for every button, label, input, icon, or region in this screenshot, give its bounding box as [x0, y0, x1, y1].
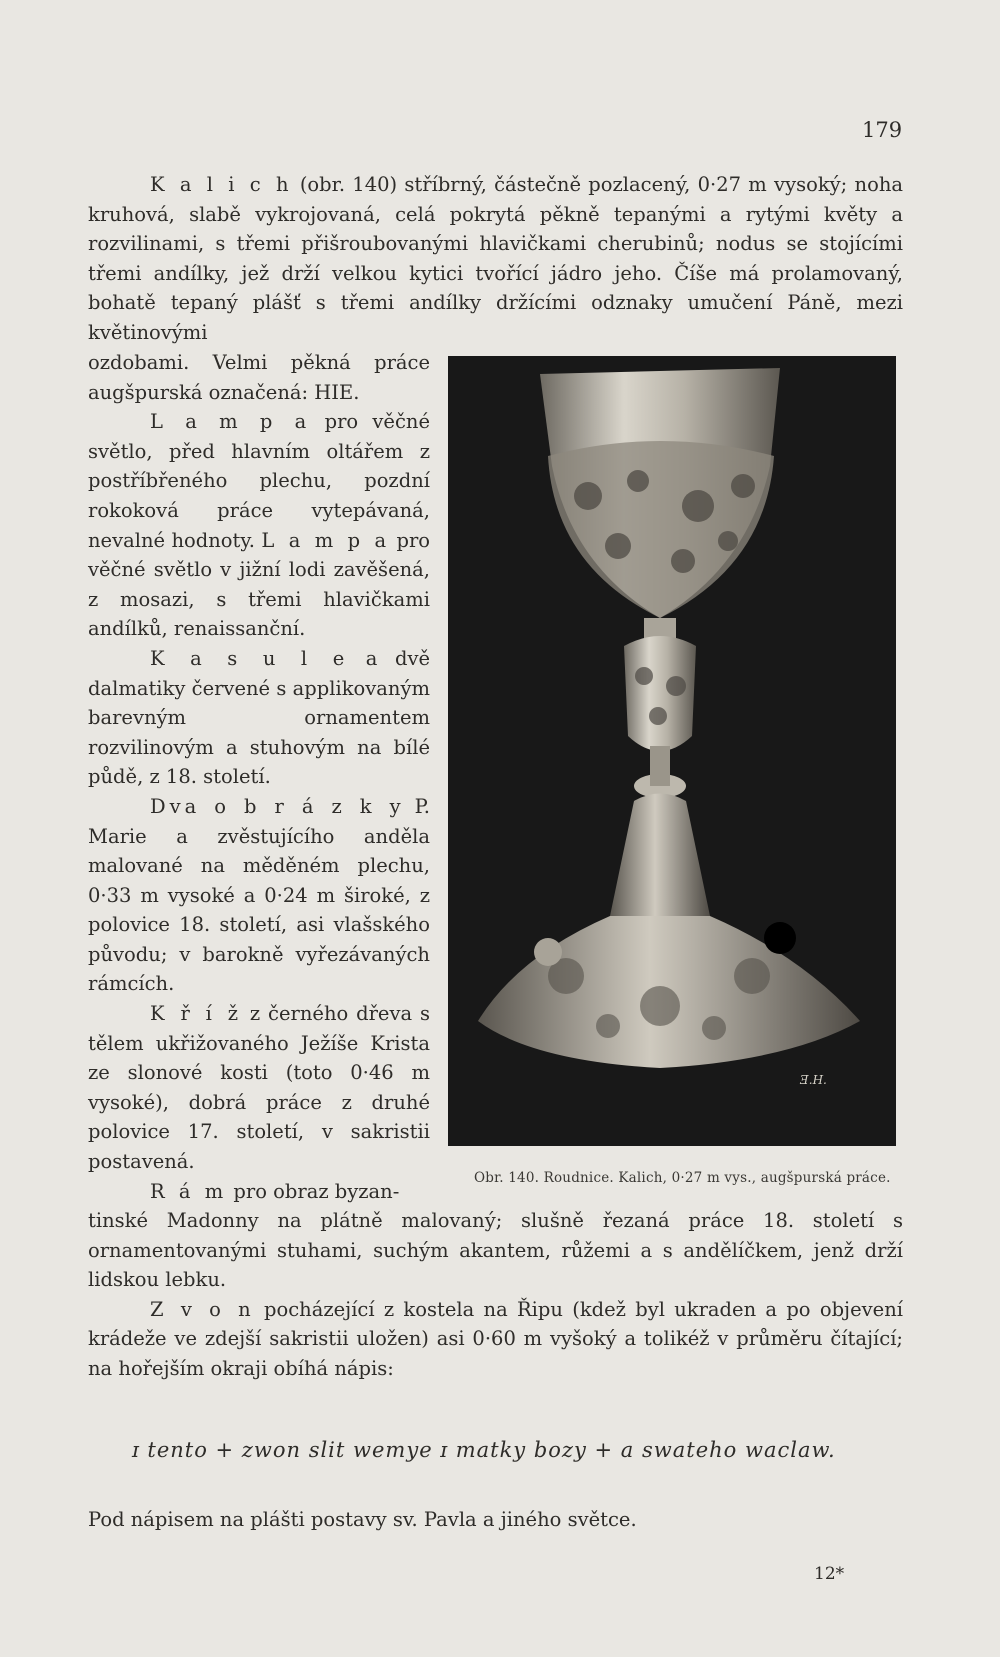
page-number: 179 — [862, 118, 903, 142]
lampa-2-description: pro věčné světlo v jižní lodi zavěšená, z mosazi, s třemi hlavičkami andílků, renaissanční. — [88, 528, 431, 641]
term-ram: R á m — [150, 1179, 228, 1203]
term-zvon: Z v o n — [150, 1297, 255, 1321]
kalich-description-tail: ozdobami. Velmi pěkná práce augšpurská označená: HIE. — [88, 351, 430, 404]
inscription-note: Pod nápisem na plášti postavy sv. Pavla a jiného světce. — [88, 1508, 637, 1531]
kasule-description: a dvě dalmatiky červené s applikovaným barevným ornamentem rozvilinovým a stuhovým na bílé půdě, z 18. století. — [88, 646, 430, 789]
zvon-description: pocházející z kostela na Řipu (kdež byl ukraden a po objevení krádeže ve zdejší sakristii uložen) asi 0·60 m vyšoký a tolikéž v průměru čítající; na hořejším okraji obíhá nápis: — [88, 1297, 903, 1380]
term-obrazky: Dva o b r á z k y — [150, 794, 405, 818]
lampa-description: pro věčné světlo, před hlavním oltářem z postříbřeného plechu, pozdní rokoková práce vytepávaná, nevalné hodnoty. — [88, 410, 430, 552]
top-paragraph — [88, 170, 903, 348]
figure-caption: Obr. 140. Roudnice. Kalich, 0·27 m vys., augšpurská práce. — [474, 1170, 891, 1186]
text-column — [88, 348, 430, 1206]
term-kalich: K a l i c h — [150, 173, 293, 196]
bottom-paragraphs — [88, 1176, 903, 1384]
term-kriz: K ř í ž — [150, 1002, 243, 1026]
kriz-description: z černého dřeva s tělem ukřižovaného Ježíše Krista ze slonové kosti (toto 0·46 m vysoké), dobrá práce z druhé polovice 17. století, v sakristii postavená. — [88, 1002, 430, 1174]
term-kasule: K a s u l e — [150, 646, 349, 670]
ram-description-tail: tinské Madonny na plátně malovaný; slušně řezaná práce 18. století s ornamentovanými stuhami, suchým akantem, růžemi a s andělíčkem, jenž drží lidskou lebku. — [88, 1209, 903, 1292]
kalich-description: (obr. 140) stříbrný, částečně pozlacený, 0·27 m vysoký; noha kruhová, slabě vykrojovaná, celá pokrytá pěkně tepanými a rytými květy a rozvilinami, s třemi přišroubovanými hlavičkami cherubinů; nodus se stojícími třemi andílky, jež drží velkou kytici tvořící jádro jeho. Číše má prolamovaný, bohatě tepaný plášť s třemi andílky držícími odznaky umučení Páně, mezi květinovými — [88, 173, 903, 344]
chalice-photo — [448, 356, 896, 1146]
photo-signature: Ǝ.H. — [800, 1073, 827, 1087]
term-lampa-2: L a m p a — [261, 528, 391, 552]
chalice-illustration — [448, 356, 896, 1146]
bell-inscription: ɪ tento + zwon slit wemye ɪ matky bozy + a swateho waclaw. — [132, 1438, 836, 1462]
term-lampa: L a m p a — [150, 410, 311, 434]
sheet-signature: 12* — [814, 1564, 845, 1584]
obrazky-description: P. Marie a zvěstujícího anděla malované na měděném plechu, 0·33 m vysoké a 0·24 m široké, z polovice 18. století, asi vlašského původu; v barokně vyřezávaných rámcích. — [88, 794, 430, 996]
ram-description: pro obraz byzan- — [227, 1179, 400, 1203]
